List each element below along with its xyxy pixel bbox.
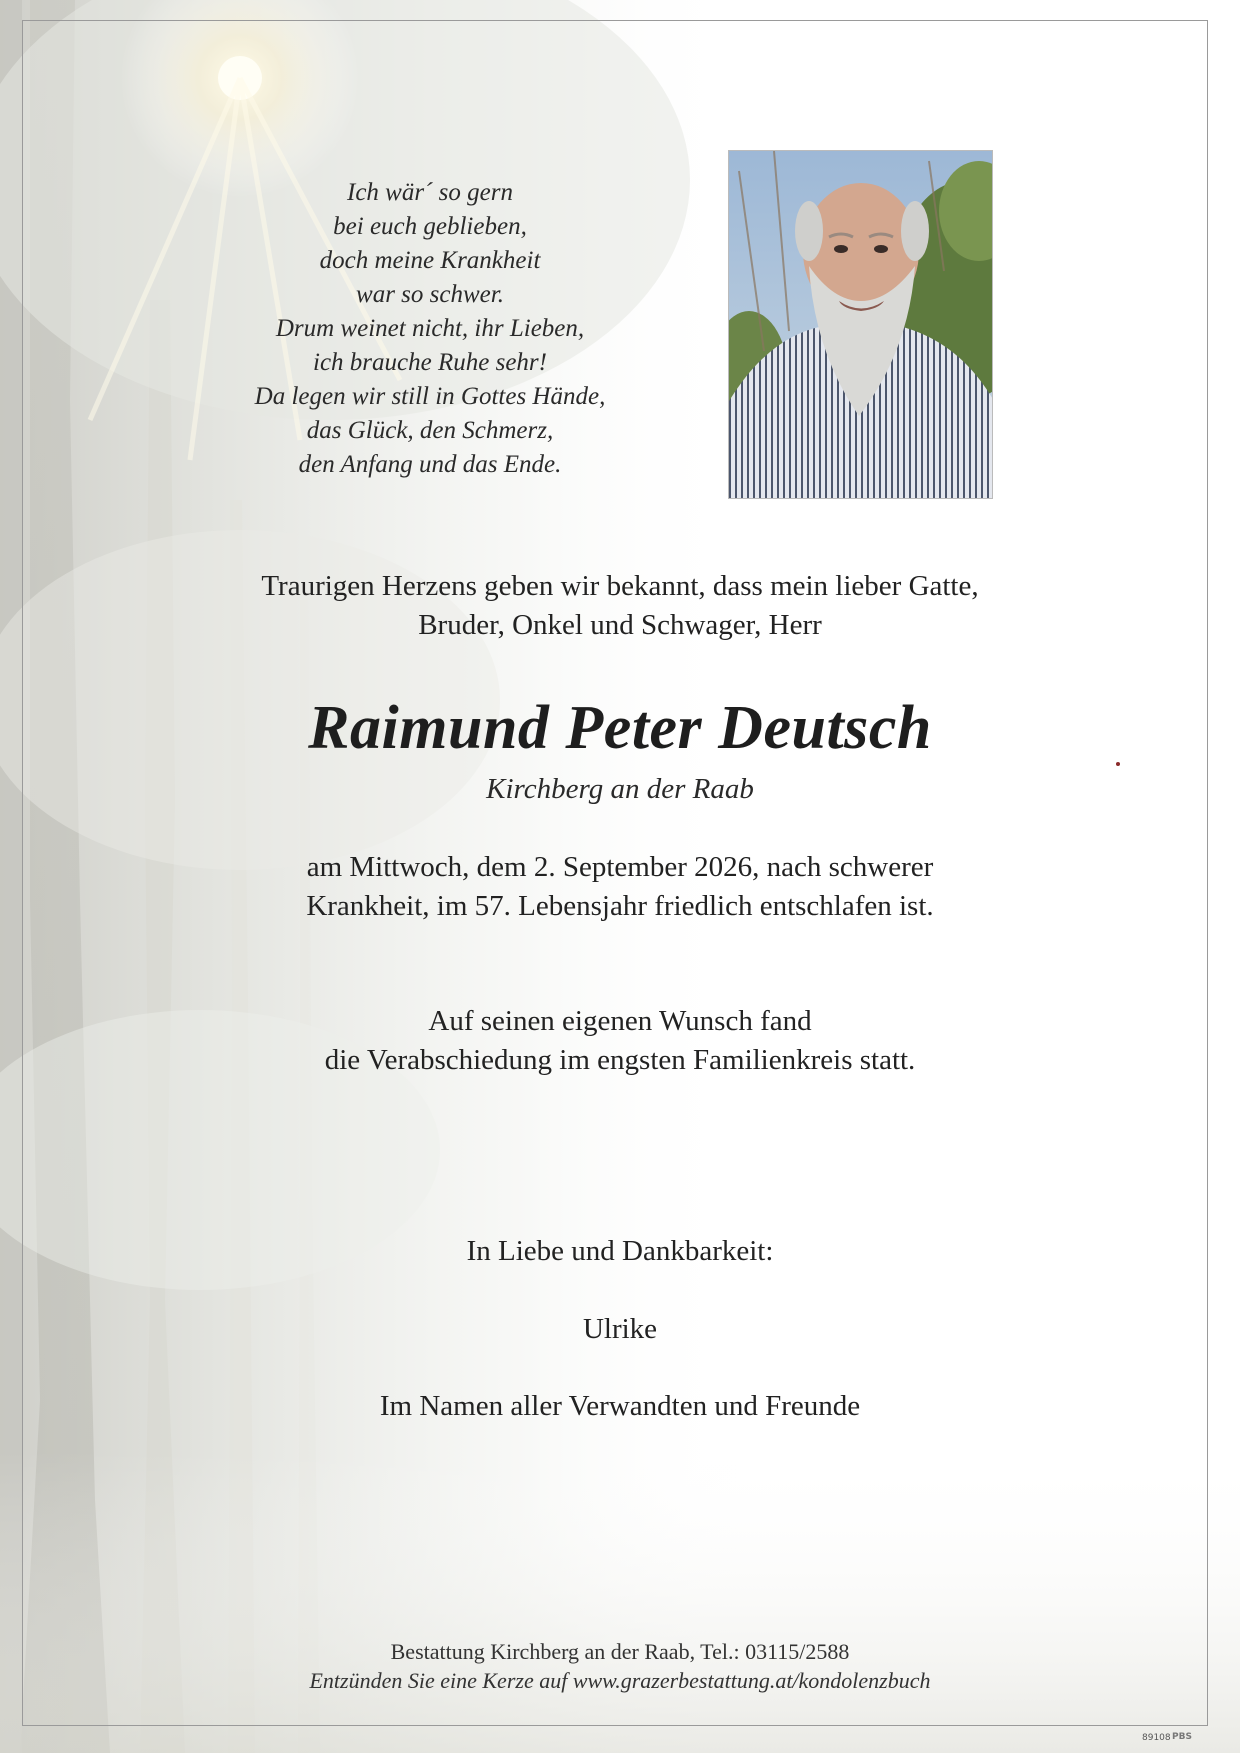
scan-speck	[1116, 762, 1120, 766]
death-line: am Mittwoch, dem 2. September 2026, nach schwerer	[306, 851, 934, 883]
memorial-poem	[180, 176, 680, 482]
funeral-home-contact: Bestattung Kirchberg an der Raab, Tel.: 03115/2588	[390, 1639, 850, 1664]
death-line: Krankheit, im 57. Lebensjahr friedlich entschlafen ist.	[306, 890, 934, 922]
poem-line: Da legen wir still in Gottes Hände,	[254, 383, 606, 410]
portrait-image	[729, 151, 993, 499]
poem-line: war so schwer.	[356, 281, 504, 308]
farewell-line: Auf seinen eigenen Wunsch fand	[428, 1005, 812, 1037]
portrait-photo	[728, 150, 993, 499]
intro-line: Bruder, Onkel und Schwager, Herr	[418, 609, 822, 641]
printer-logo: PBS	[1172, 1732, 1192, 1742]
poem-line: Ich wär´ so gern	[347, 179, 513, 206]
announcement-intro	[120, 567, 1120, 645]
deceased-name: Raimund Peter Deutsch	[308, 694, 932, 762]
deceased-hometown: Kirchberg an der Raab	[486, 773, 754, 805]
poem-line: Drum weinet nicht, ihr Lieben,	[275, 315, 585, 342]
poem-line: bei euch geblieben,	[333, 213, 527, 240]
farewell-line: die Verabschiedung im engsten Familienkreis statt.	[324, 1044, 916, 1076]
thanks-line: In Liebe und Dankbarkeit:	[466, 1235, 774, 1267]
poem-line: den Anfang und das Ende.	[298, 451, 562, 478]
farewell-notice	[120, 1002, 1120, 1080]
signer-name: Ulrike	[582, 1313, 658, 1345]
print-code: 89108	[1142, 1733, 1171, 1743]
relatives-line: Im Namen aller Verwandten und Freunde	[379, 1390, 861, 1422]
poem-line: doch meine Krankheit	[319, 247, 541, 274]
poem-line: ich brauche Ruhe sehr!	[313, 349, 547, 376]
intro-line: Traurigen Herzens geben wir bekannt, dass mein lieber Gatte,	[261, 570, 979, 602]
death-notice	[120, 848, 1120, 926]
condolence-link-text: Entzünden Sie eine Kerze auf www.grazerbestattung.at/kondolenzbuch	[309, 1668, 931, 1693]
poem-line: das Glück, den Schmerz,	[306, 417, 554, 444]
